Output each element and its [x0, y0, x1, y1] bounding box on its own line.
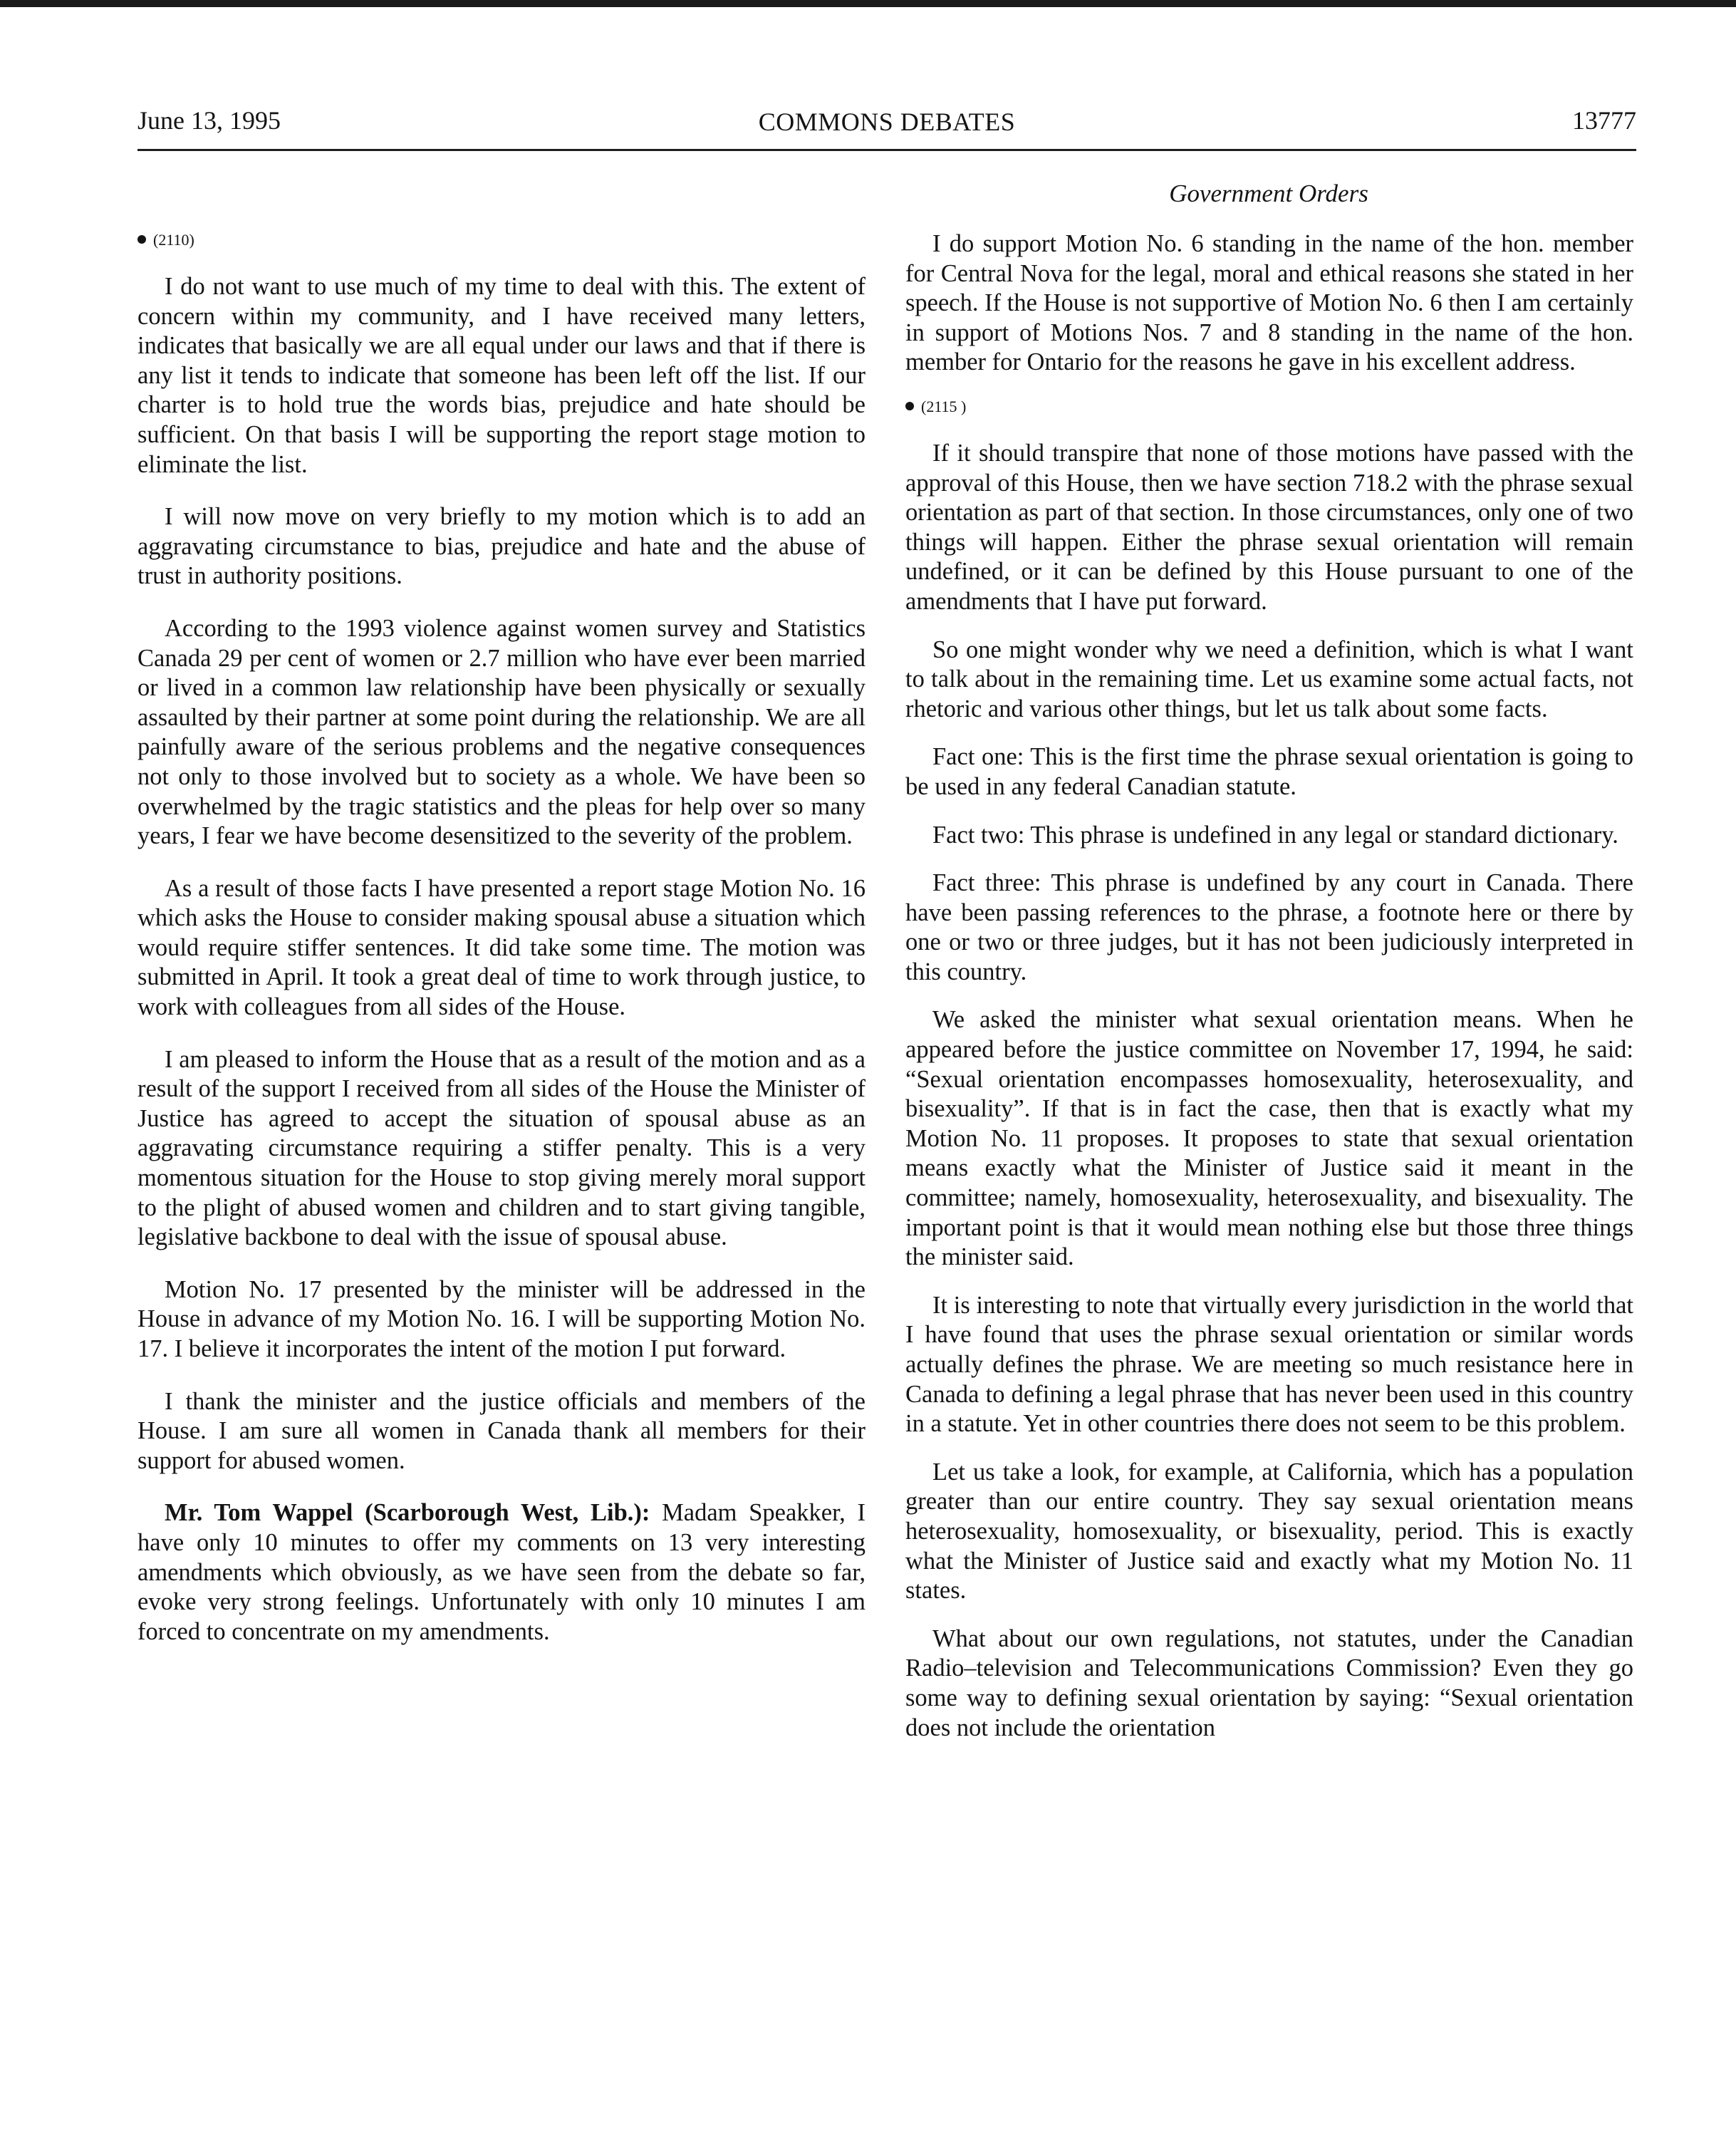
- speaker-text: Madam Speakker, I have only 10 minutes to offer my comments on 13 very interesting amendments which obviously, as we have seen from the debate so far, evoke very strong feelings. Unfortunately with only 10 minutes I am forced to concentrate on my amendments.: [137, 1499, 866, 1645]
- paragraph: As a result of those facts I have presented a report stage Motion No. 16 which asks the House to consider making spousal abuse a situation which would require stiffer sentences. It did take some time. The motion was submitted in April. It took a great deal of time to work through justice, to work with colleagues from all sides of the House.: [137, 874, 866, 1021]
- paragraph: It is interesting to note that virtually every jurisdiction in the world that I have found that uses the phrase sexual orientation or similar words actually defines the phrase. We are meeting so much resistance here in Canada to defining a legal phrase that has never been used in this country in a statute. Yet in other countries there does not seem to be this problem.: [905, 1291, 1633, 1438]
- paragraph: Motion No. 17 presented by the minister will be addressed in the House in advance of my Motion No. 16. I will be supporting Motion No. 17. I believe it incorporates the intent of the motion I put forward.: [137, 1275, 866, 1362]
- right-column: [905, 229, 1633, 1961]
- paragraph: I am pleased to inform the House that as a result of the motion and as a result of the support I received from all sides of the House the Minister of Justice has agreed to accept the situation of spousal abuse as an aggravating circumstance requiring a stiffer penalty. This is a very momentous situation for the House to stop giving merely moral support to the plight of abused women and children and to start giving tangible, legislative backbone to deal with the issue of spousal abuse.: [137, 1045, 866, 1251]
- time-marker-label: (2115 ): [921, 397, 967, 415]
- paragraph: Fact two: This phrase is undefined in any legal or standard dictionary.: [932, 821, 1618, 849]
- bullet-dot: [905, 402, 914, 410]
- header-publication-title: COMMONS DEBATES: [758, 108, 1016, 136]
- paragraph: If it should transpire that none of those motions have passed with the approval of this House, then we have section 718.2 with the phrase sexual orientation as part of that section. In those circumstances, only one of two things will happen. Either the phrase sexual orientation will remain undefined, or it can be defined by this House pursuant to one of the amendments that I have put forward.: [905, 439, 1633, 615]
- header-page-number: 13777: [1572, 106, 1636, 135]
- header-date: June 13, 1995: [137, 106, 281, 135]
- paragraph: What about our own regulations, not statutes, under the Canadian Radio–television and Telecommunications Commission? Even they go some way to defining sexual orientation by saying: “Sexual orientation does not include the orientation: [905, 1624, 1633, 1741]
- left-column: [137, 229, 866, 1961]
- bullet-dot: [137, 235, 146, 244]
- speaker-paragraph: [137, 1498, 866, 1647]
- paragraph: So one might wonder why we need a definition, which is what I want to talk about in the remaining time. Let us examine some actual facts, not rhetoric and various other things, but let us talk about some facts.: [905, 636, 1633, 722]
- paragraph: I thank the minister and the justice officials and members of the House. I am sure all women in Canada thank all members for their support for abused women.: [137, 1387, 866, 1474]
- paragraph: Let us take a look, for example, at California, which has a population greater than our entire country. They say sexual orientation means heterosexuality, homosexuality, or bisexuality, period. This is exactly what the Minister of Justice said and exactly what my Motion No. 11 states.: [905, 1458, 1633, 1605]
- section-title: Government Orders: [1169, 180, 1368, 207]
- time-marker-label: (2110): [153, 231, 194, 249]
- paragraph: I do not want to use much of my time to deal with this. The extent of concern within my community, and I have received many letters, indicates that basically we are all equal under our laws and that if there is any list it tends to indicate that someone has been left off the list. If our charter is to hold true the words bias, prejudice and hate should be sufficient. On that basis I will be supporting the report stage motion to eliminate the list.: [137, 273, 866, 478]
- speaker-name: Mr. Tom Wappel (Scarborough West, Lib.):: [165, 1499, 650, 1527]
- paragraph: According to the 1993 violence against women survey and Statistics Canada 29 per cent of women or 2.7 million who have ever been married or lived in a common law relationship have been physically or sexually assaulted by their partner at some point during the relationship. We are all painfully aware of the serious problems and the negative consequences not only to those involved but to society as a whole. We have been so overwhelmed by the tragic statistics and the pleas for help over so many years, I fear we have become desensitized to the severity of the problem.: [137, 614, 866, 850]
- paragraph: I will now move on very briefly to my motion which is to add an aggravating circumstance to bias, prejudice and hate and the abuse of trust in authority positions.: [137, 503, 866, 590]
- scan-top-edge: [0, 0, 1736, 7]
- paragraph: I do support Motion No. 6 standing in the name of the hon. member for Central Nova for the legal, moral and ethical reasons she stated in her speech. If the House is not supportive of Motion No. 6 then I am certainly in support of Motions Nos. 7 and 8 standing in the name of the hon. member for Ontario for the reasons he gave in his excellent address.: [905, 230, 1633, 376]
- header-rule: [137, 149, 1636, 151]
- paragraph: We asked the minister what sexual orientation means. When he appeared before the justice committee on November 17, 1994, he said: “Sexual orientation encompasses homosexuality, heterosexuality, and bisexuality”. If that is in fact the case, then that is exactly what my Motion No. 11 proposes. It proposes to state that sexual orientation means exactly what the Minister of Justice said it meant in the committee; namely, homosexuality, heterosexuality, and bisexuality. The important point is that it would mean nothing else but those three things the minister said.: [905, 1006, 1633, 1271]
- paragraph: Fact one: This is the first time the phrase sexual orientation is going to be used in any federal Canadian statute.: [905, 743, 1633, 800]
- paragraph: Fact three: This phrase is undefined by any court in Canada. There have been passing references to the phrase, a footnote here or there by one or two or three judges, but it has not been judiciously interpreted in this country.: [905, 869, 1633, 985]
- page-header: [137, 100, 1636, 135]
- time-marker: [137, 229, 866, 251]
- time-marker: [905, 396, 1633, 418]
